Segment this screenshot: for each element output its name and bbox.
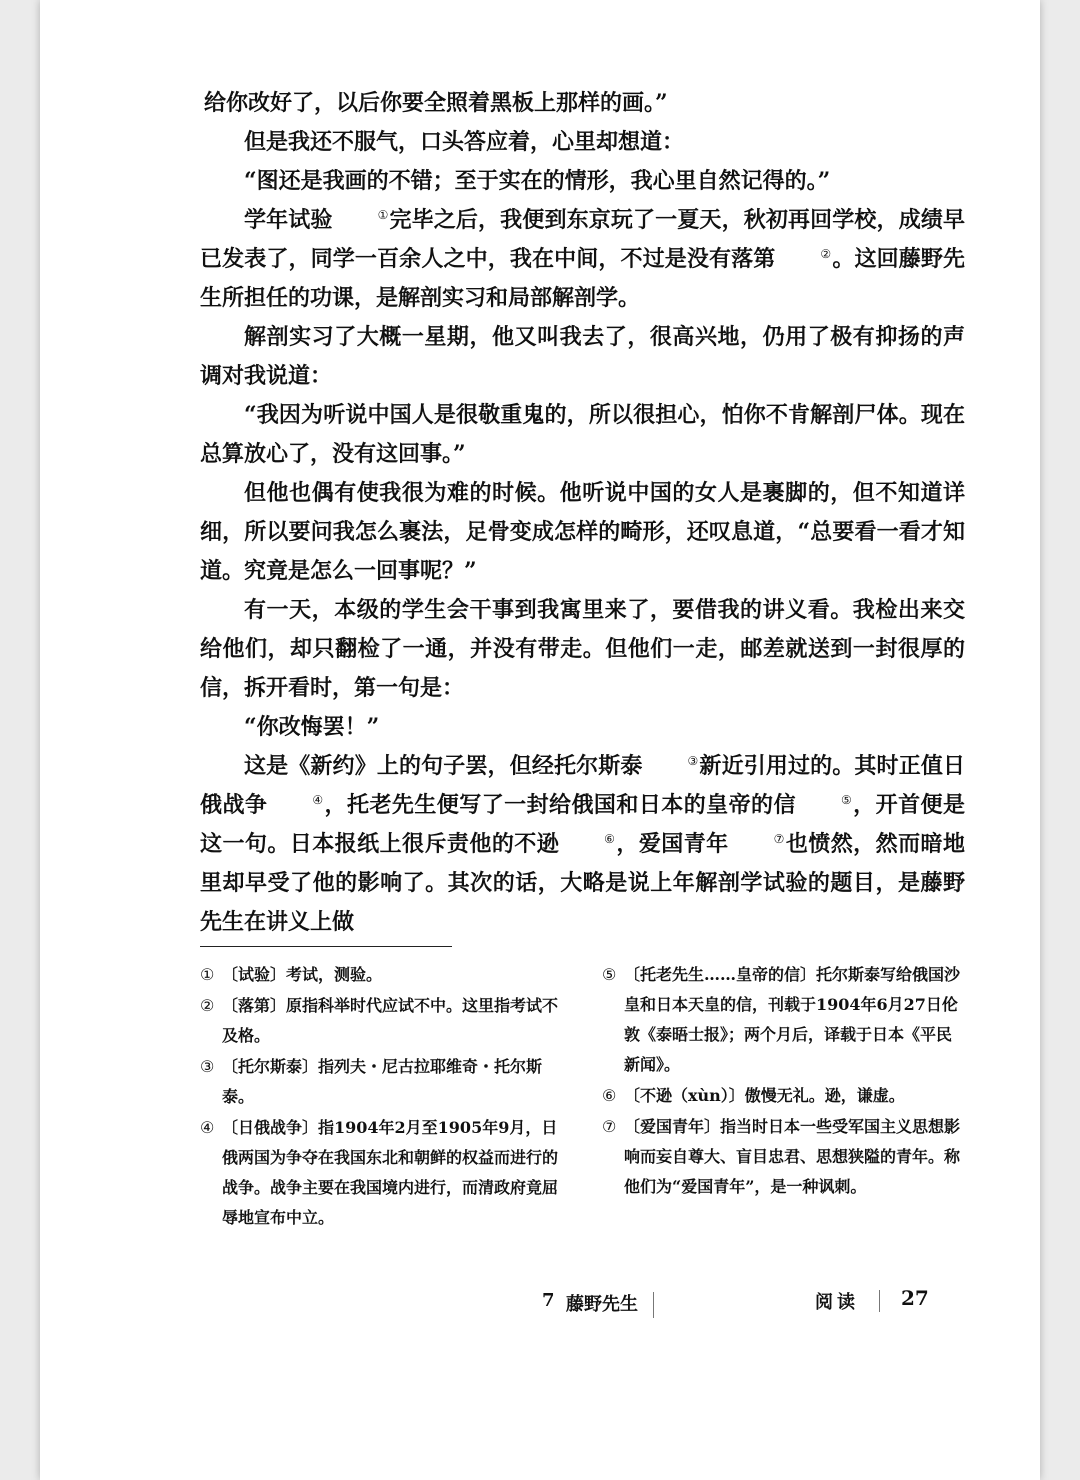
main-text xyxy=(200,84,965,942)
footnote-text: 〔落第〕原指科举时代应试不中。这里指考试不及格。 xyxy=(222,996,559,1045)
paragraph: 解剖实习了大概一星期，他又叫我去了，很高兴地，仍用了极有抑扬的声调对我说道： xyxy=(200,324,965,389)
text-run: ，爱国青年 xyxy=(615,831,729,857)
footnote-reference: ① xyxy=(377,207,389,222)
footnote-column-left xyxy=(200,960,562,1234)
footnote-text: 〔爱国青年〕指当时日本一些受军国主义思想影响而妄自尊大、盲目忠君、思想狭隘的青年。称他们为“爱国青年”，是一种讽刺。 xyxy=(624,1117,961,1196)
footnote-reference: ④ xyxy=(312,792,324,807)
footnote-item xyxy=(200,960,562,990)
page-number: 27 xyxy=(901,1286,929,1310)
paragraph xyxy=(200,747,965,942)
paragraph: “你改悔罢！” xyxy=(244,714,380,740)
paragraph: “我因为听说中国人是很敬重鬼的，所以很担心，怕你不肯解剖尸体。现在总算放心了，没有这回事。” xyxy=(200,402,965,467)
footnote-reference: ③ xyxy=(687,753,699,768)
footnote-reference: ⑤ xyxy=(840,792,852,807)
footnote-text: 〔日俄战争〕指1904年2月至1905年9月，日俄两国为争夺在我国东北和朝鲜的权益而进行的战争。战争主要在我国境内进行，而清政府竟屈辱地宣布中立。 xyxy=(222,1118,559,1227)
paragraph: 但他也偶有使我很为难的时候。他听说中国的女人是裹脚的，但不知道详细，所以要问我怎么裹法，足骨变成怎样的畸形，还叹息道，“总要看一看才知道。究竟是怎么一回事呢？” xyxy=(200,480,965,584)
footnote-item xyxy=(200,1113,562,1233)
footnote-text: 〔不逊（xùn）〕傲慢无礼。逊，谦虚。 xyxy=(624,1086,905,1105)
footnote-number: ⑤ xyxy=(602,965,617,984)
footnote-item xyxy=(200,991,562,1051)
footnote-item xyxy=(602,960,965,1080)
paragraph: 但是我还不服气，口头答应着，心里却想道： xyxy=(244,129,685,155)
paragraph: “图还是我画的不错；至于实在的情形，我心里自然记得的。” xyxy=(244,168,831,194)
paragraph: 给你改好了，以后你要全照着黑板上那样的画。” xyxy=(204,90,668,116)
footer-divider xyxy=(653,1292,654,1318)
footnote-reference: ② xyxy=(820,246,832,261)
chapter-title: 藤野先生 xyxy=(566,1294,638,1315)
footnote-item xyxy=(602,1081,965,1111)
footnote-number: ⑥ xyxy=(602,1086,617,1105)
text-run: 完毕之后，我便到东京玩了一夏天，秋初再回学校，成绩早已发表了，同学一百余人之中，我在中间，不过是没有落第 xyxy=(200,207,965,272)
footnote-item xyxy=(200,1052,562,1112)
footnote-column-right xyxy=(602,960,965,1203)
footnote-item xyxy=(602,1112,965,1202)
text-run: ，托老先生便写了一封给俄国和日本的皇帝的信 xyxy=(324,792,796,818)
text-run: 学年试验 xyxy=(244,207,333,233)
paragraph xyxy=(200,201,965,318)
footnote-text: 〔托尔斯泰〕指列夫・尼古拉耶维奇・托尔斯泰。 xyxy=(222,1057,543,1106)
footnote-text: 〔试验〕考试，测验。 xyxy=(222,965,383,984)
footer-divider xyxy=(879,1290,880,1312)
text-run: 这是《新约》上的句子罢，但经托尔斯泰 xyxy=(244,753,643,779)
text-run: 也愤然，然而暗地里却早受了他的影响了。其次的话，大略是说上年解剖学试验的题目，是藤野先生在讲义上做 xyxy=(200,831,965,935)
text-run: 。这回藤野先生所担任的功课，是解剖实习和局部解剖学。 xyxy=(200,246,965,311)
footnote-reference: ⑦ xyxy=(773,831,785,846)
chapter-number: 7 xyxy=(542,1290,555,1311)
page-footer xyxy=(40,1288,1040,1320)
paragraph: 有一天，本级的学生会干事到我寓里来了，要借我的讲义看。我检出来交给他们，却只翻检了一通，并没有带走。但他们一走，邮差就送到一封很厚的信，拆开看时，第一句是： xyxy=(200,597,965,701)
footnote-number: ③ xyxy=(200,1057,215,1076)
text-run: ，开首便是这一句。日本报纸上很斥责他的不逊 xyxy=(200,792,965,857)
footnote-number: ⑦ xyxy=(602,1117,617,1136)
footnote-divider xyxy=(200,946,452,947)
footnote-number: ① xyxy=(200,965,215,984)
footnote-reference: ⑥ xyxy=(604,831,615,846)
footnote-text: 〔托老先生……皇帝的信〕托尔斯泰写给俄国沙皇和日本天皇的信，刊载于1904年6月27日伦敦《泰晤士报》；两个月后，译载于日本《平民新闻》。 xyxy=(624,965,961,1074)
footnote-number: ② xyxy=(200,996,215,1015)
section-label: 阅读 xyxy=(815,1292,859,1313)
text-run: 新近引用过的。其时正值日俄战争 xyxy=(200,753,965,818)
book-page xyxy=(40,0,1040,1480)
footnote-number: ④ xyxy=(200,1118,215,1137)
